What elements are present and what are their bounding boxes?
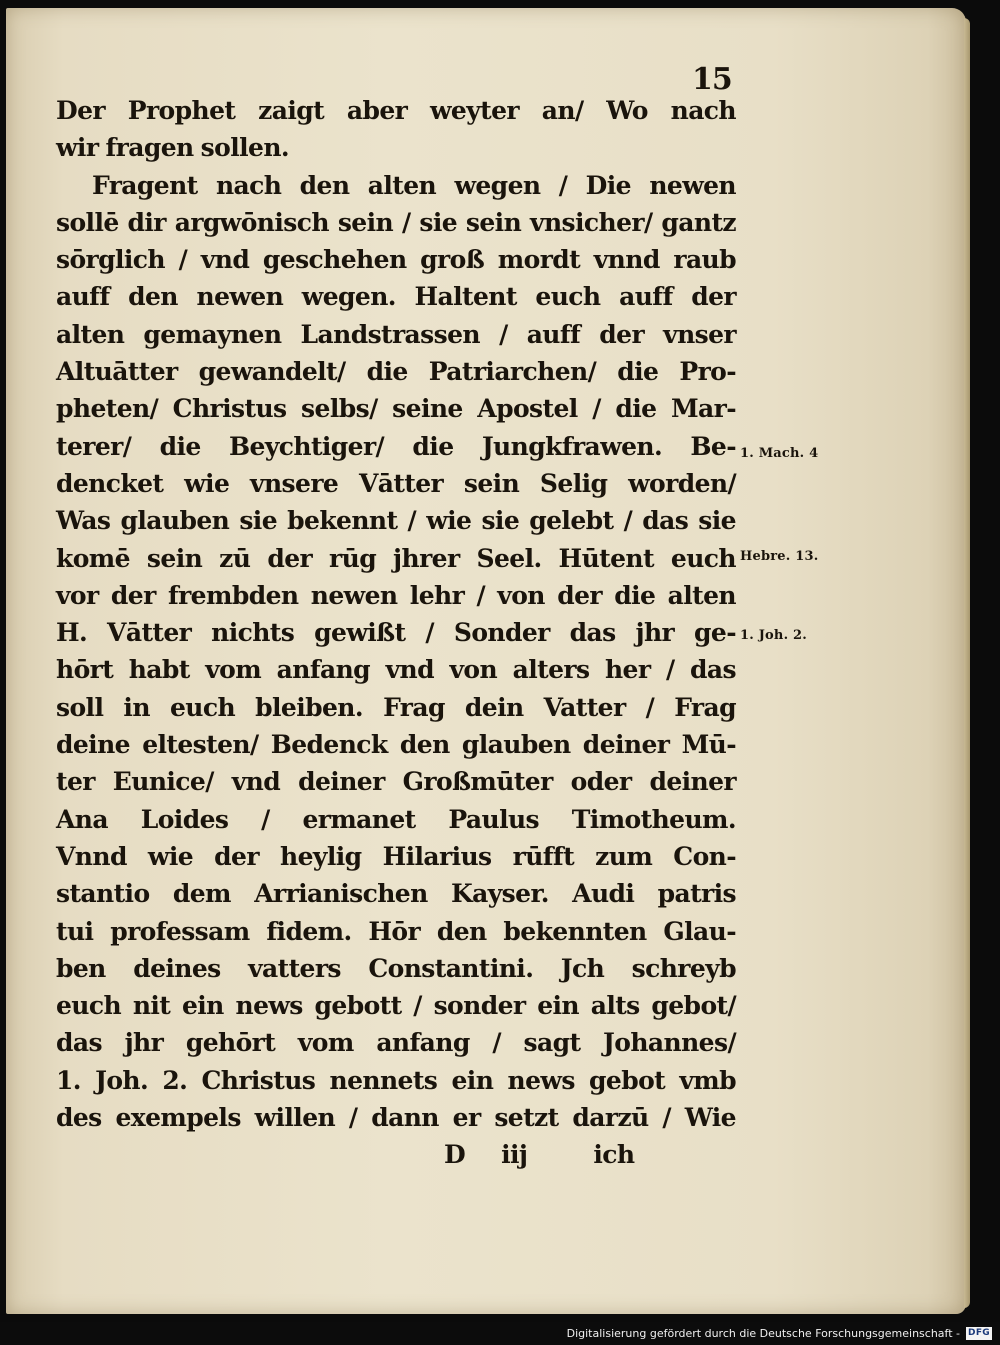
marginal-note: Hebre. 13. xyxy=(740,549,819,564)
funding-credit: Digitalisierung gefördert durch die Deutsche Forschungsgemeinschaft - xyxy=(566,1327,960,1340)
text-line: Der Prophet zaigt aber weyter an/ Wo nach xyxy=(56,96,736,125)
footer-bar xyxy=(0,1322,1000,1345)
text-line: H. Vātter nichts gewißt / Sonder das jhr ge- xyxy=(56,618,736,648)
page-number: 15 xyxy=(692,62,732,97)
body-text xyxy=(56,92,736,1174)
text-line: stantio dem Arrianischen Kayser. Audi patris xyxy=(56,879,736,909)
text-line: 1. Joh. 2. Christus nennets ein news gebot vmb xyxy=(56,1065,736,1095)
text-line: des exempels willen / dann er setzt darzū / Wie xyxy=(56,1103,736,1133)
text-line: pheten/ Christus selbs/ seine Apostel / die Mar- xyxy=(56,394,736,424)
text-line: sollē dir argwōnisch sein / sie sein vnsicher/ gantz xyxy=(56,207,736,237)
signature-line xyxy=(56,1136,736,1173)
text-line: vor der frembden newen lehr / von der die alten xyxy=(56,580,736,610)
text-line: Altuātter gewandelt/ die Patriarchen/ die Pro- xyxy=(56,357,736,387)
text-line: terer/ die Beychtiger/ die Jungkfrawen. Be- xyxy=(56,431,736,461)
page-edge xyxy=(964,18,970,1308)
text-line: alten gemaynen Landstrassen / auff der vnser xyxy=(56,319,736,349)
text-line: ben deines vatters Constantini. Jch schreyb xyxy=(56,953,736,983)
text-line: auff den newen wegen. Haltent euch auff der xyxy=(56,282,736,312)
text-line: Vnnd wie der heylig Hilarius rūfft zum Con- xyxy=(56,841,736,871)
text-line: soll in euch bleiben. Frag dein Vatter / Frag xyxy=(56,692,736,722)
marginal-note: 1. Mach. 4 xyxy=(740,446,819,461)
text-line: hōrt habt vom anfang vnd von alters her / das xyxy=(56,655,736,685)
text-line: sōrglich / vnd geschehen groß mordt vnnd raub xyxy=(56,245,736,275)
dfg-logo: DFG xyxy=(966,1327,992,1340)
text-line: deine eltesten/ Bedenck den glauben deiner Mū- xyxy=(56,730,736,760)
text-line: Ana Loides / ermanet Paulus Timotheum. xyxy=(56,804,736,834)
text-line: Was glauben sie bekennt / wie sie gelebt / das sie xyxy=(56,506,736,536)
signature-number: iij xyxy=(501,1140,528,1170)
text-line: tui professam fidem. Hōr den bekennten Glau- xyxy=(56,916,736,946)
text-line: ter Eunice/ vnd deiner Großmūter oder deiner xyxy=(56,767,736,797)
text-line: euch nit ein news gebott / sonder ein alts gebot/ xyxy=(56,991,736,1021)
catchword: ich xyxy=(593,1140,635,1170)
text-line: das jhr gehōrt vom anfang / sagt Johannes/ xyxy=(56,1028,736,1058)
signature-mark: D xyxy=(444,1140,466,1170)
text-line: Fragent nach den alten wegen / Die newen xyxy=(92,170,736,200)
text-line: dencket wie vnsere Vātter sein Selig worden/ xyxy=(56,468,736,498)
marginal-note: 1. Joh. 2. xyxy=(740,628,807,643)
text-line: wir fragen sollen. xyxy=(56,133,290,163)
text-line: komē sein zū der rūg jhrer Seel. Hūtent euch xyxy=(56,543,736,573)
